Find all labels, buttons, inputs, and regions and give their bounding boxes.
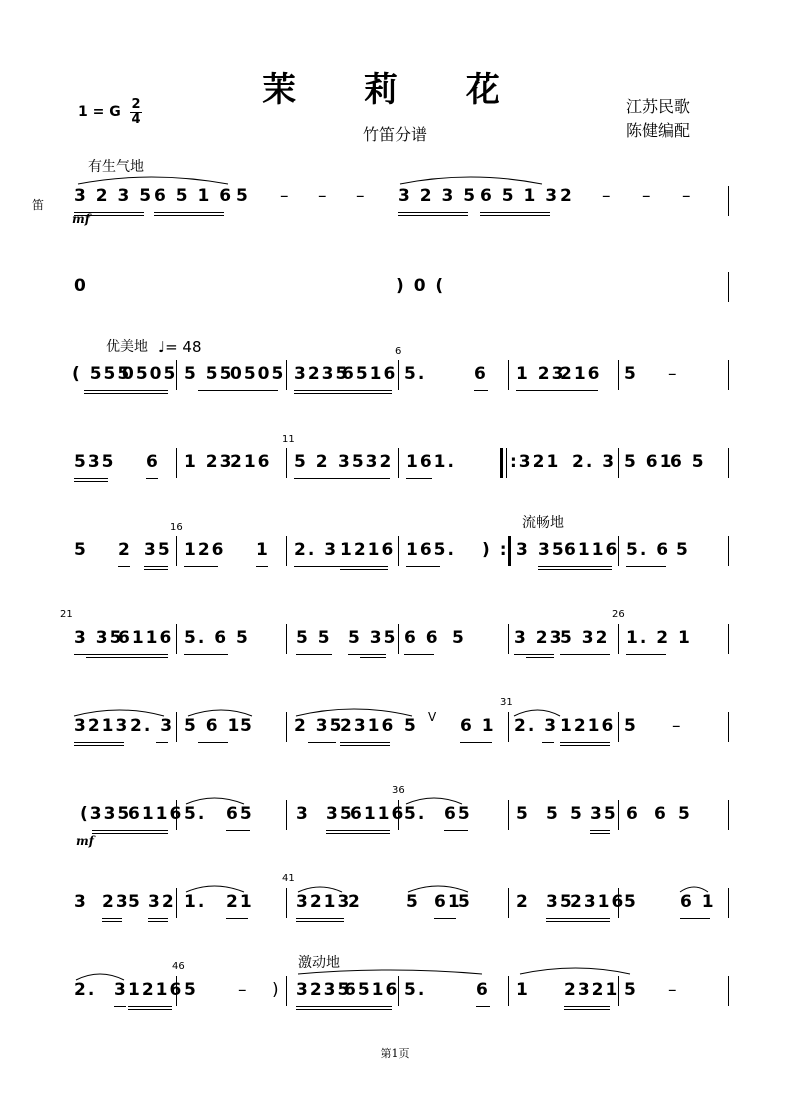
note-group: 5: [128, 892, 142, 912]
note-group: 126: [184, 540, 226, 560]
breath-mark: V: [428, 710, 439, 724]
note-group: 35: [546, 892, 574, 912]
note-group: 1 23: [184, 452, 234, 472]
measure-number: 41: [282, 873, 295, 884]
note-group: 1. 2: [626, 628, 671, 648]
note-group: 216: [560, 364, 602, 384]
note-group: 1216: [560, 716, 616, 736]
note-group: 5: [74, 540, 88, 560]
dynamic-mf: mf: [72, 212, 90, 226]
slur-arc: [186, 798, 244, 804]
note-group: 61: [434, 892, 462, 912]
rest: 0: [74, 276, 88, 296]
note-group: 5. 6: [626, 540, 671, 560]
note-group: ( 555: [72, 364, 132, 384]
dash: –: [642, 186, 653, 206]
note-group: 65: [226, 804, 254, 824]
note-group: 35: [144, 540, 172, 560]
note-group: 3 2 3 5: [74, 186, 154, 206]
note-group: 3 35: [74, 628, 124, 648]
note-group: 6116: [128, 804, 184, 824]
slur-arc: [186, 886, 244, 892]
note-group: 165.: [406, 540, 456, 560]
note-group: 6516: [342, 364, 398, 384]
note-group: 2. 3: [130, 716, 175, 736]
dash: –: [672, 716, 683, 736]
note-group: 5: [624, 716, 638, 736]
note-group: 6: [146, 452, 160, 472]
note-group: 5: [404, 716, 418, 736]
note-group: 3: [296, 804, 310, 824]
measure-number: 26: [612, 609, 625, 620]
note-group: 3: [74, 892, 88, 912]
note-group: 5 35: [348, 628, 398, 648]
note-group: :321: [510, 452, 561, 472]
paren: ): [272, 980, 281, 1000]
note-group: 3: [516, 540, 530, 560]
note-group: 6: [626, 804, 640, 824]
note-group: 3: [114, 980, 128, 1000]
note-group: 1216: [340, 540, 396, 560]
note-group: 6 5 1 6: [154, 186, 234, 206]
note-group: 5: [184, 980, 198, 1000]
note-group: 5 32: [560, 628, 610, 648]
note-group: 2321: [564, 980, 620, 1000]
note-group: 1 23: [516, 364, 566, 384]
note-group: 5: [406, 892, 420, 912]
expression-lively: 有生气地: [88, 159, 144, 175]
note-group: 5 61: [624, 452, 674, 472]
credit-arranger: 陈健编配: [626, 121, 691, 140]
subtitle: 竹笛分谱: [362, 125, 427, 144]
note-group: 1.: [184, 892, 207, 912]
slur-arc: [400, 177, 542, 184]
dash: –: [682, 186, 693, 206]
note-group: 5.: [404, 364, 427, 384]
page-footer: 第1页: [380, 1047, 410, 1060]
note-group: 3235: [296, 980, 352, 1000]
note-group: 5. 6: [184, 628, 229, 648]
repeat-mark: ) :: [482, 540, 509, 560]
note-group: 5 6 1: [184, 716, 242, 736]
note-group: 535: [74, 452, 116, 472]
slur-arc: [408, 886, 468, 892]
note-group: 1: [256, 540, 270, 560]
note-group: 5: [240, 716, 254, 736]
note-group: 6116: [350, 804, 406, 824]
note-group: 2 35: [294, 716, 344, 736]
measure-number: 36: [392, 785, 405, 796]
note-group: 3 2 3 5: [398, 186, 478, 206]
note-group: 6 5 1 3: [480, 186, 560, 206]
note-group: 5: [236, 186, 250, 206]
note-group: 5: [624, 364, 638, 384]
note-group: 5: [452, 628, 466, 648]
note-group: 6: [476, 980, 490, 1000]
note-group: 35: [538, 540, 566, 560]
note-group: 6516: [344, 980, 400, 1000]
dynamic-mf-2: mf: [76, 834, 94, 848]
note-group: 6: [474, 364, 488, 384]
note-group: 2: [348, 892, 362, 912]
key-signature: 1 = G: [78, 104, 121, 120]
note-group: 6: [654, 804, 668, 824]
dash: –: [668, 364, 679, 384]
note-group: 35: [590, 804, 618, 824]
note-group: 35: [326, 804, 354, 824]
note-group: 0505: [122, 364, 178, 384]
note-group: 5: [458, 892, 472, 912]
note-group: 3213: [74, 716, 130, 736]
note-group: 6116: [564, 540, 620, 560]
slur-arc: [188, 710, 252, 716]
note-group: 5: [676, 540, 690, 560]
credit-origin: 江苏民歌: [626, 97, 691, 116]
note-group: 2.: [74, 980, 97, 1000]
expression-flowing: 流畅地: [522, 515, 564, 531]
dash: –: [602, 186, 613, 206]
note-group: 3213: [296, 892, 352, 912]
note-group: 0505: [230, 364, 286, 384]
note-group: 5: [678, 804, 692, 824]
slur-arc: [74, 710, 164, 716]
slur-arc: [406, 798, 462, 804]
instrument-label: 笛: [32, 198, 45, 212]
dash: –: [280, 186, 291, 206]
slur-arc: [520, 968, 630, 974]
note-group: 5: [624, 892, 638, 912]
note-group: 2316: [340, 716, 396, 736]
note-group: 2: [560, 186, 574, 206]
measure-number: 6: [395, 346, 402, 357]
note-group: 5 2: [294, 452, 330, 472]
note-group: 6 1: [680, 892, 716, 912]
note-group: 5 55: [184, 364, 234, 384]
note-group: (335: [80, 804, 132, 824]
measure-number: 16: [170, 522, 183, 533]
slur-arc: [76, 974, 124, 980]
measure-number: 46: [172, 961, 185, 972]
slur-arc: [298, 970, 482, 974]
note-group: 2. 3: [572, 452, 617, 472]
time-bottom: 4: [131, 112, 141, 127]
note-group: 32: [148, 892, 176, 912]
note-group: 2: [118, 540, 132, 560]
note-group: 5 5: [296, 628, 332, 648]
dash: –: [318, 186, 329, 206]
dash: –: [668, 980, 679, 1000]
slur-arc: [296, 709, 412, 716]
note-group: 2. 3: [294, 540, 339, 560]
note-group: 1: [516, 980, 530, 1000]
note-group: 6116: [118, 628, 174, 648]
slur-arc: [514, 710, 560, 716]
note-group: 6 5: [670, 452, 706, 472]
slur-arc: [298, 887, 342, 892]
note-group: 6 6: [404, 628, 440, 648]
note-group: 3235: [294, 364, 350, 384]
tempo-marking: ♩= 48: [158, 338, 202, 356]
expression-beautiful: 优美地: [106, 339, 148, 355]
note-group: 5: [516, 804, 530, 824]
note-group: 21: [226, 892, 254, 912]
note-group: 5: [570, 804, 584, 824]
note-group: 5.: [184, 804, 207, 824]
note-group: 2. 3: [514, 716, 559, 736]
note-group: 2: [516, 892, 530, 912]
note-group: 161.: [406, 452, 456, 472]
expression-excited: 激动地: [298, 955, 340, 971]
note-group: 1: [678, 628, 692, 648]
rest-group: ) 0 (: [396, 276, 446, 296]
note-group: 23: [102, 892, 130, 912]
slur-arc: [680, 887, 708, 892]
note-group: 5.: [404, 980, 427, 1000]
note-group: 5: [236, 628, 250, 648]
measure-number: 31: [500, 697, 513, 708]
time-top: 2: [131, 97, 141, 112]
note-group: 5: [624, 980, 638, 1000]
note-group: 5.: [404, 804, 427, 824]
dash: –: [238, 980, 249, 1000]
note-group: 3 23: [514, 628, 564, 648]
note-group: 5: [546, 804, 560, 824]
note-group: 65: [444, 804, 472, 824]
slur-arc: [78, 177, 228, 184]
note-group: 2316: [570, 892, 626, 912]
dash: –: [356, 186, 367, 206]
page-title: 茉 莉 花: [262, 70, 528, 110]
note-group: 3532: [338, 452, 394, 472]
note-group: 6 1: [460, 716, 496, 736]
note-group: 1216: [128, 980, 184, 1000]
measure-number: 11: [282, 434, 295, 445]
measure-number: 21: [60, 609, 73, 620]
note-group: 216: [230, 452, 272, 472]
